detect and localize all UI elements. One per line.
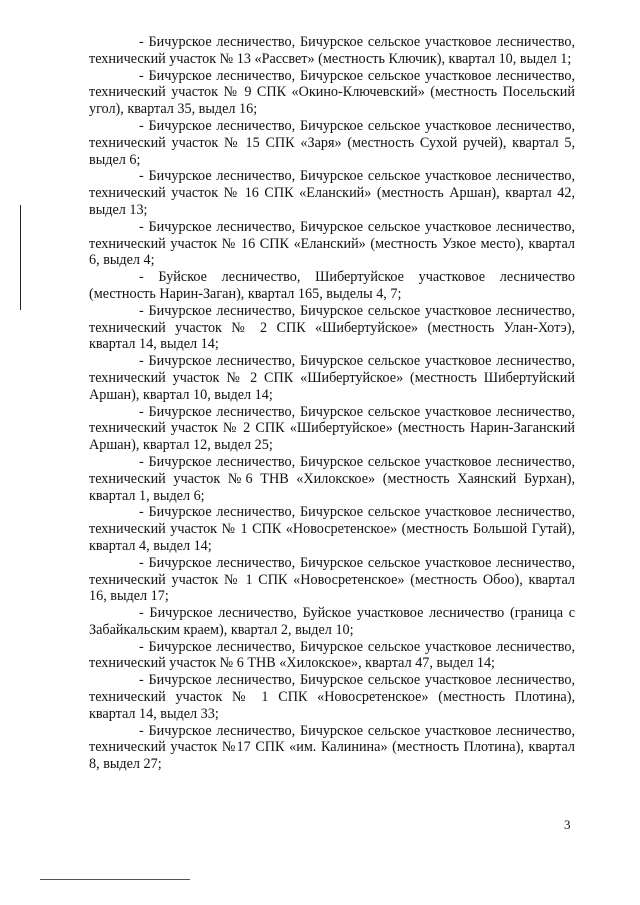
list-item: - Буйское лесничество, Шибертуйское участковое лесничество (местность Нарин-Заган), квартал 165, выделы 4, 7; xyxy=(89,269,575,302)
list-item: - Бичурское лесничество, Бичурское сельское участковое лесничество, технический участок № 2 СПК «Шибертуйское» (местность Шибертуйский Аршан), квартал 10, выдел 14; xyxy=(89,353,575,403)
list-item: - Бичурское лесничество, Бичурское сельское участковое лесничество, технический участок № 15 СПК «Заря» (местность Сухой ручей), квартал 5, выдел 6; xyxy=(89,117,575,168)
margin-mark xyxy=(20,205,21,310)
list-item: - Бичурское лесничество, Бичурское сельское участковое лесничество, технический участок № 1 СПК «Новосретенское» (местность Обоо), квартал 16, выдел 17; xyxy=(89,554,575,605)
list-item: - Бичурское лесничество, Бичурское сельское участковое лесничество, технический участок № 16 СПК «Еланский» (местность Узкое место), квартал 6, выдел 4; xyxy=(89,218,575,269)
document-body xyxy=(89,34,575,773)
page-number: 3 xyxy=(564,817,571,832)
list-item: - Бичурское лесничество, Бичурское сельское участковое лесничество, технический участок № 1 СПК «Новосретенское» (местность Плотина), квартал 14, выдел 33; xyxy=(89,672,575,722)
list-item: - Бичурское лесничество, Бичурское сельское участковое лесничество, технический участок № 16 СПК «Еланский» (местность Аршан), квартал 42, выдел 13; xyxy=(89,168,575,218)
list-item: - Бичурское лесничество, Бичурское сельское участковое лесничество, технический участок № 2 СПК «Шибертуйское» (местность Улан-Хотэ), квартал 14, выдел 14; xyxy=(89,302,575,353)
list-item: - Бичурское лесничество, Бичурское сельское участковое лесничество, технический участок № 2 СПК «Шибертуйское» (местность Нарин-Заганский Аршан), квартал 12, выдел 25; xyxy=(89,403,575,454)
list-item: - Бичурское лесничество, Бичурское сельское участковое лесничество, технический участок №6 ТНВ «Хилокское» (местность Хаянский Бурхан), квартал 1, выдел 6; xyxy=(89,453,575,504)
list-item: - Бичурское лесничество, Буйское участковое лесничество (граница с Забайкальским краем), квартал 2, выдел 10; xyxy=(89,605,575,638)
list-item: - Бичурское лесничество, Бичурское сельское участковое лесничество, технический участок № 1 СПК «Новосретенское» (местность Большой Гутай), квартал 4, выдел 14; xyxy=(89,504,575,554)
footer-rule xyxy=(40,879,190,880)
list-item: - Бичурское лесничество, Бичурское сельское участковое лесничество, технический участок №17 СПК «им. Калинина» (местность Плотина), квартал 8, выдел 27; xyxy=(89,722,575,773)
list-item: - Бичурское лесничество, Бичурское сельское участковое лесничество, технический участок № 13 «Рассвет» (местность Ключик), квартал 10, выдел 1; xyxy=(89,34,575,67)
list-item: - Бичурское лесничество, Бичурское сельское участковое лесничество, технический участок № 9 СПК «Окино-Ключевский» (местность Посельский угол), квартал 35, выдел 16; xyxy=(89,67,575,118)
list-item: - Бичурское лесничество, Бичурское сельское участковое лесничество, технический участок № 6 ТНВ «Хилокское», квартал 47, выдел 14; xyxy=(89,638,575,672)
